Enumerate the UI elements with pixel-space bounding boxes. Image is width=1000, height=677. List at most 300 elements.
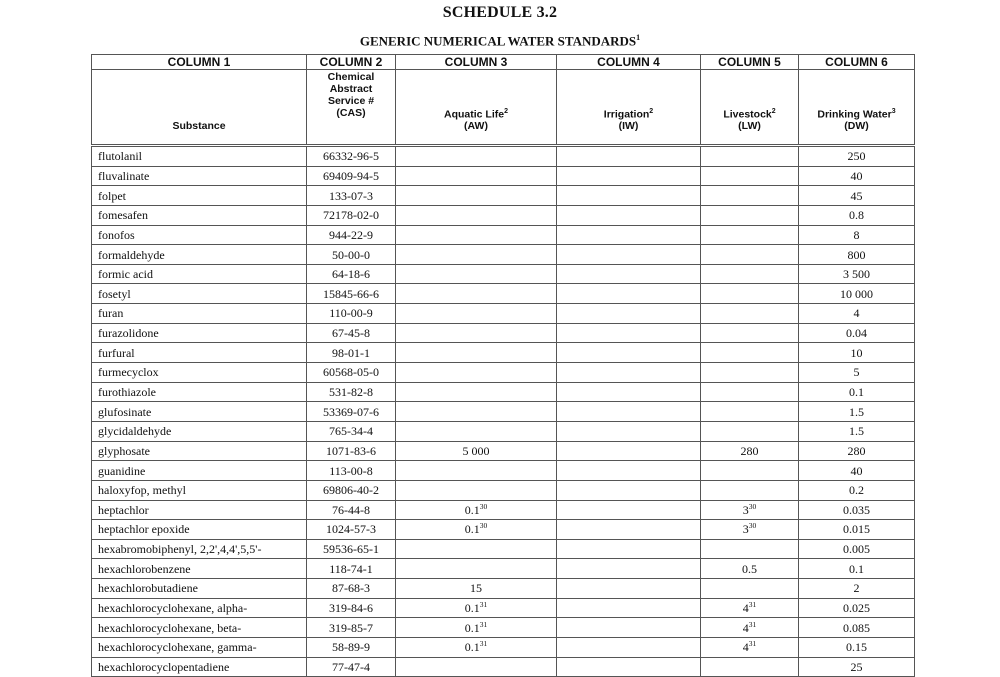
- aquatic-life-cell-value: 0.1: [464, 522, 480, 537]
- irrigation-cell: [557, 166, 701, 186]
- cas-cell-value: 64-18-6: [332, 267, 370, 282]
- drinking-water-cell-value: 280: [847, 443, 866, 458]
- drinking-water-cell: [799, 323, 915, 343]
- livestock-cell: [701, 146, 799, 167]
- cas-cell-value: 87-68-3: [332, 581, 370, 596]
- table-row: [92, 657, 915, 677]
- drinking-water-cell-value: 0.035: [843, 502, 870, 517]
- livestock-cell: [701, 559, 799, 579]
- irrigation-cell: [557, 598, 701, 618]
- drinking-water-cell: [799, 598, 915, 618]
- drinking-water-cell-value: 0.005: [843, 542, 870, 557]
- cas-cell: [307, 264, 396, 284]
- footnote-ref: 30: [479, 521, 488, 531]
- table-body: [92, 146, 915, 677]
- cas-cell-value: 77-47-4: [332, 659, 370, 674]
- cas-cell-value: 53369-07-6: [323, 404, 379, 419]
- aquatic-life-cell: [396, 421, 557, 441]
- column-3-number: COLUMN 3: [396, 55, 557, 70]
- livestock-cell: [701, 421, 799, 441]
- cas-cell: [307, 186, 396, 206]
- table-row: [92, 166, 915, 186]
- substance-cell: [92, 382, 307, 402]
- substance-cell-value: heptachlor: [98, 502, 149, 517]
- livestock-cell: [701, 264, 799, 284]
- drinking-water-cell: [799, 618, 915, 638]
- livestock-cell: [701, 284, 799, 304]
- substance-cell-value: glycidaldehyde: [98, 424, 172, 439]
- livestock-cell: [701, 579, 799, 599]
- drinking-water-cell-value: 40: [850, 168, 863, 183]
- livestock-cell: [701, 598, 799, 618]
- cas-cell: [307, 500, 396, 520]
- column-number-row: [92, 55, 915, 70]
- aquatic-life-cell: [396, 638, 557, 658]
- drinking-water-cell: [799, 480, 915, 500]
- footnote-ref: 30: [748, 521, 757, 531]
- column-1-number: COLUMN 1: [92, 55, 307, 70]
- aquatic-life-cell: [396, 225, 557, 245]
- drinking-water-cell-value: 250: [847, 149, 866, 164]
- irrigation-cell: [557, 441, 701, 461]
- irrigation-cell: [557, 382, 701, 402]
- cas-cell: [307, 539, 396, 559]
- drinking-water-cell: [799, 304, 915, 324]
- aquatic-life-cell: [396, 579, 557, 599]
- footnote-ref: 31: [479, 639, 488, 649]
- substance-cell: [92, 402, 307, 422]
- substance-cell-value: fosetyl: [98, 286, 131, 301]
- substance-cell-value: glufosinate: [98, 404, 152, 419]
- column-4-number: COLUMN 4: [557, 55, 701, 70]
- cas-cell-value: 72178-02-0: [323, 208, 379, 223]
- substance-cell-value: hexachlorobutadiene: [98, 581, 198, 596]
- cas-cell: [307, 559, 396, 579]
- cas-cell-value: 944-22-9: [329, 227, 373, 242]
- table-row: [92, 539, 915, 559]
- cas-cell: [307, 480, 396, 500]
- substance-header: [92, 70, 307, 146]
- footnote-ref: 30: [479, 501, 488, 511]
- irrigation-cell: [557, 284, 701, 304]
- irrigation-cell: [557, 245, 701, 265]
- drinking-water-cell-value: 10: [850, 345, 863, 360]
- table-row: [92, 402, 915, 422]
- drinking-water-header: [799, 70, 915, 146]
- cas-cell: [307, 657, 396, 677]
- substance-cell-value: hexachlorocyclohexane, gamma-: [98, 640, 257, 655]
- cas-header: [307, 70, 396, 146]
- cas-header-line: Service #: [327, 95, 375, 107]
- drinking-water-cell: [799, 579, 915, 599]
- column-5-number: COLUMN 5: [701, 55, 799, 70]
- cas-cell: [307, 166, 396, 186]
- substance-cell: [92, 480, 307, 500]
- cas-cell: [307, 421, 396, 441]
- schedule-title: SCHEDULE 3.2: [442, 4, 558, 21]
- drinking-water-cell: [799, 186, 915, 206]
- livestock-cell: [701, 638, 799, 658]
- drinking-water-cell-value: 0.04: [846, 326, 867, 341]
- livestock-cell-value: 3: [742, 522, 749, 537]
- livestock-cell: [701, 461, 799, 481]
- cas-cell-value: 113-00-8: [329, 463, 373, 478]
- livestock-cell: [701, 245, 799, 265]
- cas-cell: [307, 323, 396, 343]
- irrigation-header: [557, 70, 701, 146]
- irrigation-cell: [557, 205, 701, 225]
- water-standards-table: [91, 54, 915, 677]
- table-row: [92, 520, 915, 540]
- livestock-cell: [701, 166, 799, 186]
- drinking-water-cell-value: 0.15: [846, 640, 867, 655]
- drinking-water-cell: [799, 284, 915, 304]
- cas-cell: [307, 225, 396, 245]
- substance-cell-value: folpet: [98, 188, 126, 203]
- drinking-water-cell-value: 4: [853, 306, 860, 321]
- irrigation-cell: [557, 186, 701, 206]
- table-row: [92, 441, 915, 461]
- aquatic-life-cell: [396, 618, 557, 638]
- aquatic-life-cell: [396, 382, 557, 402]
- livestock-cell: [701, 363, 799, 383]
- irrigation-cell: [557, 343, 701, 363]
- drinking-water-cell: [799, 657, 915, 677]
- cas-cell-value: 58-89-9: [332, 640, 370, 655]
- footnote-ref: 31: [748, 619, 757, 629]
- table-row: [92, 638, 915, 658]
- drinking-water-cell-value: 3 500: [843, 267, 870, 282]
- substance-cell: [92, 618, 307, 638]
- substance-cell-value: hexabromobiphenyl, 2,2',4,4',5,5'-: [98, 542, 262, 557]
- irrigation-cell: [557, 559, 701, 579]
- livestock-cell-value: 0.5: [742, 561, 757, 576]
- drinking-water-cell: [799, 205, 915, 225]
- table-subtitle: [0, 33, 1000, 49]
- irrigation-cell: [557, 480, 701, 500]
- substance-cell: [92, 264, 307, 284]
- substance-cell: [92, 559, 307, 579]
- livestock-cell: [701, 618, 799, 638]
- livestock-cell: [701, 657, 799, 677]
- livestock-cell: [701, 382, 799, 402]
- drinking-water-cell-value: 40: [850, 463, 863, 478]
- aquatic-life-cell: [396, 205, 557, 225]
- column-2-number: COLUMN 2: [307, 55, 396, 70]
- substance-cell: [92, 245, 307, 265]
- drinking-water-cell-value: 0.1: [849, 561, 864, 576]
- substance-cell: [92, 421, 307, 441]
- irrigation-cell: [557, 363, 701, 383]
- cas-cell: [307, 245, 396, 265]
- substance-cell-value: formaldehyde: [98, 247, 165, 262]
- livestock-cell: [701, 441, 799, 461]
- cas-cell-value: 60568-05-0: [323, 365, 379, 380]
- livestock-cell: [701, 323, 799, 343]
- substance-cell: [92, 441, 307, 461]
- substance-cell: [92, 304, 307, 324]
- cas-cell-value: 59536-65-1: [323, 542, 379, 557]
- aquatic-life-cell: [396, 264, 557, 284]
- substance-cell: [92, 205, 307, 225]
- drinking-water-cell-value: 25: [850, 659, 863, 674]
- cas-cell-value: 66332-96-5: [323, 149, 379, 164]
- drinking-water-cell: [799, 539, 915, 559]
- substance-cell: [92, 598, 307, 618]
- aquatic-life-cell: [396, 343, 557, 363]
- aquatic-life-header: [396, 70, 557, 146]
- substance-cell-value: hexachlorocyclohexane, beta-: [98, 620, 242, 635]
- aquatic-life-cell: [396, 500, 557, 520]
- cas-cell: [307, 363, 396, 383]
- irrigation-cell: [557, 225, 701, 245]
- footnote-ref: 31: [748, 600, 757, 610]
- substance-cell-value: furmecyclox: [98, 365, 159, 380]
- cas-cell-value: 765-34-4: [329, 424, 373, 439]
- drinking-water-cell-value: 0.2: [849, 483, 864, 498]
- drinking-water-cell-value: 0.015: [843, 522, 870, 537]
- livestock-header: [701, 70, 799, 146]
- irrigation-cell: [557, 618, 701, 638]
- substance-cell-value: hexachlorocyclopentadiene: [98, 659, 230, 674]
- substance-cell-value: flutolanil: [98, 149, 142, 164]
- cas-cell-value: 15845-66-6: [323, 286, 379, 301]
- cas-cell-value: 98-01-1: [332, 345, 370, 360]
- substance-cell-value: fluvalinate: [98, 168, 150, 183]
- irrigation-cell: [557, 402, 701, 422]
- irrigation-cell: [557, 304, 701, 324]
- substance-cell-value: haloxyfop, methyl: [98, 483, 186, 498]
- aquatic-life-cell-value: 5 000: [462, 443, 490, 458]
- livestock-cell: [701, 520, 799, 540]
- aquatic-life-cell-value: 0.1: [464, 620, 480, 635]
- substance-cell: [92, 225, 307, 245]
- irrigation-cell: [557, 500, 701, 520]
- table-row: [92, 579, 915, 599]
- aquatic-life-cell: [396, 461, 557, 481]
- livestock-cell: [701, 205, 799, 225]
- livestock-cell: [701, 225, 799, 245]
- cas-cell: [307, 441, 396, 461]
- drinking-water-cell: [799, 520, 915, 540]
- irrigation-cell: [557, 421, 701, 441]
- drinking-water-cell: [799, 402, 915, 422]
- drinking-water-cell-value: 0.8: [849, 208, 864, 223]
- irrigation-footnote: 2: [649, 107, 654, 115]
- cas-cell: [307, 382, 396, 402]
- drinking-water-label: Drinking Water: [817, 108, 892, 120]
- aquatic-life-footnote: 2: [504, 107, 508, 115]
- substance-cell: [92, 146, 307, 167]
- drinking-water-cell-value: 1.5: [849, 424, 864, 439]
- drinking-water-cell-value: 1.5: [849, 404, 864, 419]
- substance-cell: [92, 520, 307, 540]
- drinking-water-cell-value: 8: [853, 227, 860, 242]
- table-row: [92, 343, 915, 363]
- livestock-cell: [701, 500, 799, 520]
- aquatic-life-cell: [396, 598, 557, 618]
- irrigation-cell: [557, 520, 701, 540]
- irrigation-cell: [557, 638, 701, 658]
- table-row: [92, 363, 915, 383]
- drinking-water-cell: [799, 421, 915, 441]
- subtitle-text: GENERIC NUMERICAL WATER STANDARDS: [359, 33, 637, 49]
- cas-cell: [307, 343, 396, 363]
- drinking-water-cell: [799, 638, 915, 658]
- drinking-water-cell: [799, 461, 915, 481]
- substance-cell-value: hexachlorocyclohexane, alpha-: [98, 601, 248, 616]
- cas-cell: [307, 618, 396, 638]
- irrigation-cell: [557, 657, 701, 677]
- cas-cell: [307, 579, 396, 599]
- table-row: [92, 500, 915, 520]
- drinking-water-cell: [799, 363, 915, 383]
- drinking-water-cell-value: 0.025: [843, 601, 870, 616]
- livestock-label: Livestock: [723, 108, 772, 120]
- table-row: [92, 264, 915, 284]
- substance-cell: [92, 657, 307, 677]
- substance-cell-value: fonofos: [98, 227, 135, 242]
- drinking-water-cell-value: 2: [853, 581, 860, 596]
- column-6-number: COLUMN 6: [799, 55, 915, 70]
- substance-cell-value: fomesafen: [98, 208, 148, 223]
- aquatic-life-cell: [396, 402, 557, 422]
- table-row: [92, 382, 915, 402]
- cas-header-abbr: (CAS): [336, 107, 366, 119]
- drinking-water-cell: [799, 343, 915, 363]
- drinking-water-cell-value: 0.085: [843, 620, 870, 635]
- drinking-water-cell-value: 45: [850, 188, 863, 203]
- drinking-water-cell-value: 800: [847, 247, 866, 262]
- column-label-row: [92, 70, 915, 146]
- livestock-cell: [701, 343, 799, 363]
- irrigation-cell: [557, 579, 701, 599]
- table-row: [92, 618, 915, 638]
- substance-cell: [92, 284, 307, 304]
- aquatic-life-cell: [396, 363, 557, 383]
- substance-cell: [92, 638, 307, 658]
- aquatic-life-cell: [396, 304, 557, 324]
- table-row: [92, 598, 915, 618]
- livestock-abbr: (LW): [738, 120, 761, 132]
- table-row: [92, 323, 915, 343]
- livestock-cell-value: 4: [742, 620, 749, 635]
- drinking-water-footnote: 3: [891, 107, 896, 115]
- cas-cell-value: 1024-57-3: [326, 522, 376, 537]
- cas-cell-value: 69409-94-5: [323, 168, 379, 183]
- substance-cell-value: furfural: [98, 345, 135, 360]
- livestock-cell: [701, 304, 799, 324]
- cas-cell: [307, 598, 396, 618]
- drinking-water-cell: [799, 146, 915, 167]
- table-row: [92, 225, 915, 245]
- substance-cell-value: furazolidone: [98, 326, 159, 341]
- livestock-cell: [701, 186, 799, 206]
- cas-cell: [307, 402, 396, 422]
- table-row: [92, 421, 915, 441]
- drinking-water-cell-value: 10 000: [840, 286, 873, 301]
- aquatic-life-cell-value: 15: [470, 581, 482, 596]
- aquatic-life-cell: [396, 441, 557, 461]
- table-row: [92, 205, 915, 225]
- footnote-ref: 31: [479, 619, 488, 629]
- irrigation-cell: [557, 264, 701, 284]
- drinking-water-cell-value: 0.1: [849, 385, 864, 399]
- substance-cell: [92, 166, 307, 186]
- aquatic-life-cell-value: 0.1: [464, 601, 480, 616]
- substance-cell: [92, 363, 307, 383]
- table-row: [92, 461, 915, 481]
- livestock-cell-value: 4: [742, 640, 749, 655]
- irrigation-cell: [557, 461, 701, 481]
- irrigation-cell: [557, 146, 701, 167]
- irrigation-cell: [557, 539, 701, 559]
- aquatic-life-cell: [396, 520, 557, 540]
- drinking-water-cell: [799, 500, 915, 520]
- cas-cell-value: 110-00-9: [329, 306, 373, 321]
- irrigation-cell: [557, 323, 701, 343]
- substance-cell-value: formic acid: [98, 267, 153, 282]
- aquatic-life-cell: [396, 657, 557, 677]
- cas-cell: [307, 520, 396, 540]
- cas-cell: [307, 205, 396, 225]
- substance-cell: [92, 500, 307, 520]
- table-row: [92, 284, 915, 304]
- drinking-water-abbr: (DW): [844, 120, 869, 132]
- livestock-cell: [701, 480, 799, 500]
- footnote-ref: 30: [748, 501, 757, 511]
- livestock-cell-value: 280: [740, 443, 759, 458]
- drinking-water-cell: [799, 559, 915, 579]
- substance-cell: [92, 186, 307, 206]
- subtitle-footnote: 1: [636, 33, 641, 42]
- cas-cell: [307, 146, 396, 167]
- livestock-cell-value: 3: [742, 502, 749, 517]
- substance-cell-value: heptachlor epoxide: [98, 522, 190, 537]
- cas-cell-value: 69806-40-2: [323, 483, 379, 498]
- drinking-water-cell: [799, 264, 915, 284]
- livestock-footnote: 2: [771, 107, 776, 115]
- cas-cell-value: 67-45-8: [332, 326, 370, 341]
- drinking-water-cell: [799, 225, 915, 245]
- table-row: [92, 559, 915, 579]
- aquatic-life-abbr: (AW): [464, 120, 488, 132]
- aquatic-life-cell: [396, 186, 557, 206]
- substance-cell: [92, 323, 307, 343]
- drinking-water-cell: [799, 382, 915, 402]
- cas-cell-value: 133-07-3: [329, 188, 373, 203]
- substance-cell-value: furan: [98, 306, 124, 321]
- cas-cell-value: 531-82-8: [329, 385, 373, 399]
- drinking-water-cell: [799, 245, 915, 265]
- table-row: [92, 146, 915, 167]
- irrigation-label: Irrigation: [603, 108, 650, 120]
- cas-cell-value: 118-74-1: [329, 561, 373, 576]
- footnote-ref: 31: [748, 639, 757, 649]
- footnote-ref: 31: [479, 600, 488, 610]
- aquatic-life-label: Aquatic Life: [444, 108, 505, 120]
- irrigation-abbr: (IW): [618, 120, 639, 132]
- table-row: [92, 480, 915, 500]
- aquatic-life-cell-value: 0.1: [464, 502, 480, 517]
- substance-cell: [92, 343, 307, 363]
- substance-cell-value: hexachlorobenzene: [98, 561, 191, 576]
- cas-header-line: Abstract: [329, 83, 373, 95]
- table-row: [92, 304, 915, 324]
- livestock-cell: [701, 402, 799, 422]
- cas-cell: [307, 304, 396, 324]
- substance-cell: [92, 579, 307, 599]
